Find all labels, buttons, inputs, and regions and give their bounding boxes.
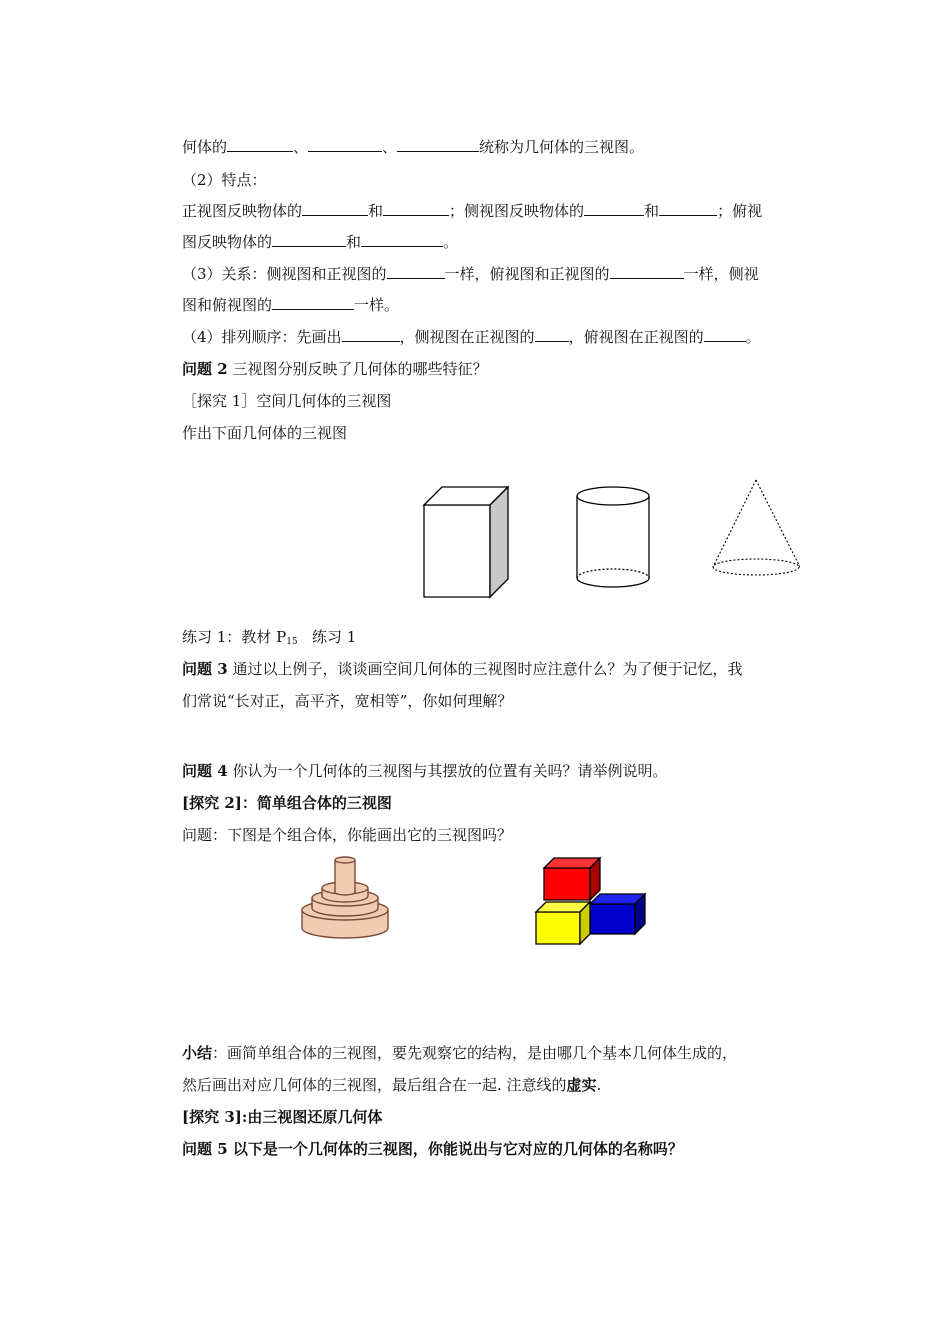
question-label: 问题 2 xyxy=(182,360,228,378)
relation-line-2 xyxy=(182,295,399,315)
blank[interactable] xyxy=(308,137,382,152)
blank[interactable] xyxy=(535,327,569,342)
combo-figures xyxy=(290,850,660,950)
explore-text: 空间几何体的三视图 xyxy=(256,392,392,410)
blank[interactable] xyxy=(227,137,293,152)
blank[interactable] xyxy=(610,264,684,279)
draw-prompt: 作出下面几何体的三视图 xyxy=(182,424,348,442)
text: 统称为几何体的三视图。 xyxy=(479,138,645,156)
question-3-line-1 xyxy=(182,659,742,679)
question-label: 问题 5 xyxy=(182,1140,228,1158)
features-line-1 xyxy=(182,201,762,221)
text: 图反映物体的 xyxy=(182,233,273,251)
blank[interactable] xyxy=(397,137,479,152)
text: 。 xyxy=(745,328,761,346)
relation-line-1 xyxy=(182,264,759,284)
question-2 xyxy=(182,359,487,379)
features-heading: （2）特点： xyxy=(182,171,267,189)
question-5 xyxy=(182,1139,683,1159)
blank[interactable] xyxy=(302,201,368,216)
line-three-views-def xyxy=(182,137,644,157)
text: 图和俯视图的 xyxy=(182,296,273,314)
text: 何体的 xyxy=(182,138,228,156)
text: ；侧视图反映物体的 xyxy=(449,202,585,220)
stacked-rings-figure xyxy=(302,857,388,938)
blank[interactable] xyxy=(584,201,644,216)
summary-line-1 xyxy=(182,1043,737,1063)
question-text: 三视图分别反映了几何体的哪些特征？ xyxy=(232,360,488,378)
blank[interactable] xyxy=(342,327,400,342)
text: 正视图反映物体的 xyxy=(182,202,303,220)
text: ，侧视图在正视图的 xyxy=(399,328,535,346)
blank[interactable] xyxy=(704,327,746,342)
question-3-line-2: 们常说“长对正，高平齐，宽相等”，你如何理解？ xyxy=(182,692,513,710)
question-text: 通过以上例子，谈谈画空间几何体的三视图时应注意什么？为了便于记忆，我 xyxy=(232,660,743,678)
question-label: 问题 4 xyxy=(182,762,228,780)
summary-label: 小结 xyxy=(182,1044,213,1062)
text: 练习 1 xyxy=(311,628,357,646)
features-line-2 xyxy=(182,232,458,252)
solids-figure xyxy=(200,430,800,610)
question-text: 以下是一个几何体的三视图，你能说出与它对应的几何体的名称吗？ xyxy=(232,1140,683,1158)
question-4 xyxy=(182,761,667,781)
text: ，俯视图在正视图的 xyxy=(568,328,704,346)
blank[interactable] xyxy=(383,201,449,216)
text: 。 xyxy=(443,233,459,251)
text: 和 xyxy=(346,233,362,251)
text: 和 xyxy=(644,202,660,220)
colored-cubes-figure xyxy=(536,858,645,944)
blank[interactable] xyxy=(272,295,354,310)
blank[interactable] xyxy=(272,232,346,247)
summary-text: 然后画出对应几何体的三视图，最后组合在一起. 注意线的 xyxy=(182,1076,567,1094)
order-line xyxy=(182,327,761,347)
exercise-line xyxy=(182,627,356,652)
text: 、 xyxy=(382,138,398,156)
text: 一样，侧视 xyxy=(683,265,759,283)
combo-question: 问题：下图是个组合体，你能画出它的三视图吗？ xyxy=(182,826,513,844)
text: ；俯视 xyxy=(717,202,763,220)
question-label: 问题 3 xyxy=(182,660,228,678)
blank[interactable] xyxy=(659,201,717,216)
explore-1-heading xyxy=(182,391,391,411)
blank[interactable] xyxy=(361,232,443,247)
cone-figure xyxy=(713,480,800,575)
text: 练习 1：教材 P xyxy=(182,628,287,646)
summary-emphasis: 虚实 xyxy=(566,1076,597,1094)
summary-line-2 xyxy=(182,1075,601,1095)
text: 和 xyxy=(368,202,384,220)
summary-text: ：画简单组合体的三视图，要先观察它的结构，是由哪几个基本几何体生成的， xyxy=(212,1044,738,1062)
blank[interactable] xyxy=(387,264,445,279)
text: 一样。 xyxy=(354,296,400,314)
cuboid-figure xyxy=(424,487,508,597)
question-text: 你认为一个几何体的三视图与其摆放的位置有关吗？请举例说明。 xyxy=(232,762,668,780)
explore-label: ［探究 1］ xyxy=(182,392,257,410)
cylinder-figure xyxy=(577,487,649,587)
text: （4）排列顺序：先画出 xyxy=(182,328,342,346)
subscript: 15 xyxy=(286,637,298,647)
text: . xyxy=(596,1076,602,1094)
text: 、 xyxy=(293,138,309,156)
text: （3）关系：侧视图和正视图的 xyxy=(182,265,387,283)
explore-2-heading: [探究 2]：简单组合体的三视图 xyxy=(182,794,392,812)
explore-3-heading: [探究 3]:由三视图还原几何体 xyxy=(182,1108,383,1126)
text: 一样，俯视图和正视图的 xyxy=(444,265,610,283)
